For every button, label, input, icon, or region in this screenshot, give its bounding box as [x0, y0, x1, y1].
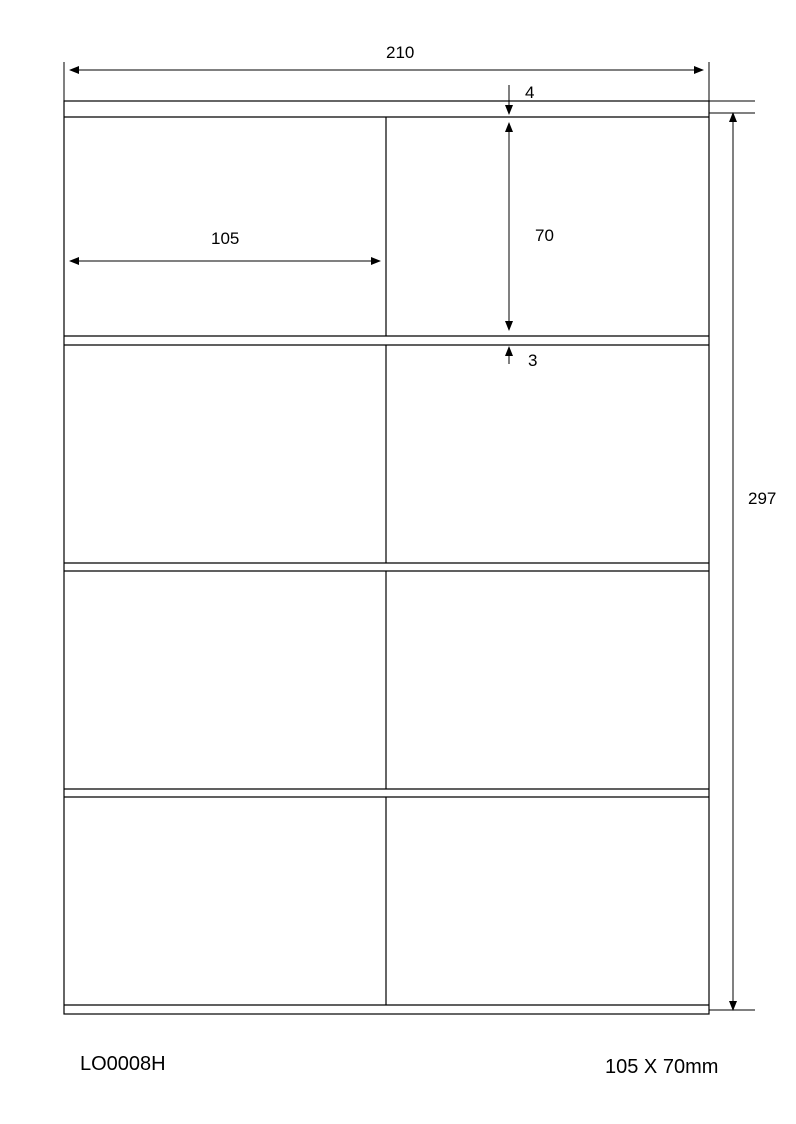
dimension-top-margin: 4 — [525, 83, 535, 102]
product-code-label: LO0008H — [80, 1053, 166, 1075]
dimension-sheet-width: 210 — [386, 43, 415, 62]
dimension-label-height: 70 — [535, 226, 554, 245]
label-size-caption: 105 X 70mm — [605, 1056, 719, 1078]
dimension-row-gap: 3 — [528, 351, 538, 370]
dimension-sheet-height: 297 — [748, 489, 777, 508]
label-grid — [64, 117, 709, 1005]
dimension-label-width: 105 — [211, 229, 240, 248]
dimension-lines — [64, 62, 755, 1010]
